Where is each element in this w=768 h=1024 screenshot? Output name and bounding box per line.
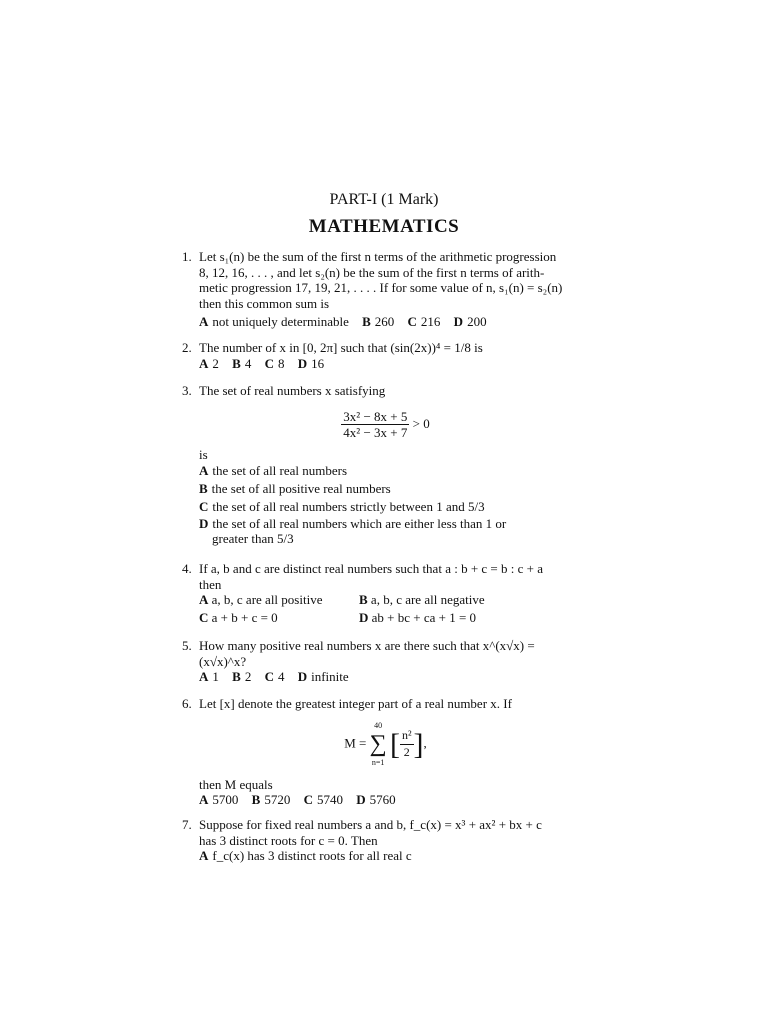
option-letter: A	[199, 355, 209, 371]
question-text-line: then this common sum is	[199, 295, 329, 311]
option-letter: D	[359, 609, 369, 625]
fraction-numerator: 3x² − 8x + 5	[343, 408, 408, 424]
inequality-relation: > 0	[412, 415, 430, 431]
question-text-line: then M equals	[199, 776, 273, 792]
option-letter: C	[264, 355, 274, 371]
fraction-numerator: n²	[400, 728, 414, 745]
question-number: 4.	[182, 561, 192, 576]
option-d-continued: greater than 5/3	[212, 531, 294, 546]
options-row	[199, 669, 572, 685]
option-letter: D	[453, 314, 464, 329]
question-text-line: Let [x] denote the greatest integer part of a real number x. If	[199, 696, 512, 711]
option-c: a + b + c = 0	[211, 609, 278, 625]
option-letter: A	[199, 592, 209, 607]
option-letter: A	[199, 792, 209, 807]
option-a: 1	[212, 669, 219, 684]
question-number: 3.	[182, 383, 192, 398]
option-letter: A	[199, 848, 209, 863]
option-b: 5720	[264, 792, 291, 807]
sum-upper-limit: 40	[374, 720, 383, 730]
option-letter: A	[199, 669, 209, 684]
question-text-line: has 3 distinct roots for c = 0. Then	[199, 832, 378, 848]
option-d: 200	[467, 314, 487, 329]
fraction-denominator: 4x² − 3x + 7	[343, 425, 408, 440]
option-letter: D	[356, 792, 366, 807]
sum-lower-limit: n=1	[371, 758, 385, 767]
question-text-line: How many positive real numbers x are there such that x^(x√x) =	[199, 638, 535, 653]
question-2	[182, 340, 572, 371]
option-letter: A	[199, 314, 209, 329]
option-c: 4	[277, 669, 285, 684]
option-letter: B	[359, 592, 368, 607]
option-letter: B	[362, 314, 371, 329]
option-letter: C	[199, 609, 209, 625]
option-letter: D	[199, 516, 209, 531]
options-row	[199, 356, 572, 372]
fraction-denominator: 2	[403, 744, 410, 759]
option-a: the set of all real numbers	[212, 463, 348, 478]
formula-lhs: M =	[344, 734, 367, 750]
option-b: a, b, c are all negative	[370, 592, 485, 607]
option-d: the set of all real numbers which are either less than 1 or	[212, 516, 507, 531]
question-text-line: Suppose for fixed real numbers a and b, f_c(x) = x³ + ax² + bx + c	[199, 817, 542, 832]
fraction	[341, 409, 409, 441]
subject-heading: MATHEMATICS	[308, 216, 460, 237]
question-number: 2.	[182, 340, 192, 355]
option-letter: C	[264, 669, 274, 684]
option-letter: B	[251, 792, 261, 807]
part-heading: PART-I (1 Mark)	[329, 191, 439, 208]
options-row	[199, 848, 572, 864]
question-3	[182, 383, 572, 546]
question-text-line: (x√x)^x?	[199, 653, 247, 669]
option-letter: C	[407, 314, 417, 329]
option-d: 5760	[369, 792, 396, 807]
question-text-line: 8, 12, 16, . . . , and let s₂(n) be the sum of the first n terms of arith-	[199, 264, 545, 280]
sum-formula: M = 40 ∑ n=1 [ $\frac{\text{n²}}{2}$ ],	[199, 718, 572, 771]
option-c: 5740	[316, 792, 343, 807]
fraction	[400, 728, 414, 760]
option-d: infinite	[311, 669, 349, 684]
option-a: 5700	[212, 792, 239, 807]
option-d: 16	[311, 355, 325, 371]
option-letter: D	[297, 355, 308, 371]
question-6	[182, 696, 572, 808]
option-a: 2	[212, 355, 219, 371]
option-d: ab + bc + ca + 1 = 0	[371, 609, 477, 625]
sigma-symbol: ∑	[369, 731, 387, 757]
option-letter: D	[297, 669, 308, 684]
option-a: a, b, c are all positive	[211, 592, 323, 607]
options-row	[199, 792, 572, 808]
question-number: 5.	[182, 638, 192, 653]
option-b: 4	[244, 355, 252, 371]
question-number: 1.	[182, 249, 192, 264]
option-letter: C	[303, 792, 313, 807]
option-c: 8	[277, 355, 285, 371]
question-text-line: The number of x in [0, 2π] such that (sin(2x))⁴ = 1/8 is	[199, 340, 483, 355]
option-a: f_c(x) has 3 distinct roots for all real c	[212, 848, 412, 863]
option-b: 260	[374, 314, 395, 329]
option-letter: C	[199, 499, 209, 514]
right-bracket: ]	[413, 727, 424, 761]
left-bracket: [	[389, 727, 400, 761]
option-letter: A	[199, 463, 209, 478]
option-letter: B	[232, 669, 241, 684]
option-a: not uniquely determinable	[212, 314, 349, 329]
question-text-line: then	[199, 576, 222, 592]
question-1	[182, 249, 572, 330]
option-c: 216	[420, 314, 441, 329]
question-number: 7.	[182, 817, 192, 832]
option-b: the set of all positive real numbers	[211, 481, 391, 496]
option-letter: B	[199, 481, 208, 496]
option-c: the set of all real numbers strictly between 1 and 5/3	[212, 499, 485, 514]
question-number: 6.	[182, 696, 192, 711]
summation	[370, 718, 387, 771]
options-grid	[199, 592, 572, 625]
question-7	[182, 817, 572, 864]
question-4	[182, 561, 572, 625]
inequality-formula	[199, 409, 572, 441]
question-text-line: is	[199, 446, 208, 462]
option-b: 2	[244, 669, 252, 684]
question-text-line: Let s₁(n) be the sum of the first n terms of the arithmetic progression	[199, 249, 557, 264]
question-text-line: The set of real numbers x satisfying	[199, 383, 386, 398]
question-text-line: If a, b and c are distinct real numbers such that a : b + c = b : c + a	[199, 561, 543, 576]
question-text-line: metic progression 17, 19, 21, . . . . If for some value of n, s₁(n) = s₂(n)	[199, 280, 563, 295]
options-row	[199, 314, 572, 330]
options-list	[199, 462, 572, 546]
option-letter: B	[232, 355, 241, 371]
question-5	[182, 638, 572, 685]
